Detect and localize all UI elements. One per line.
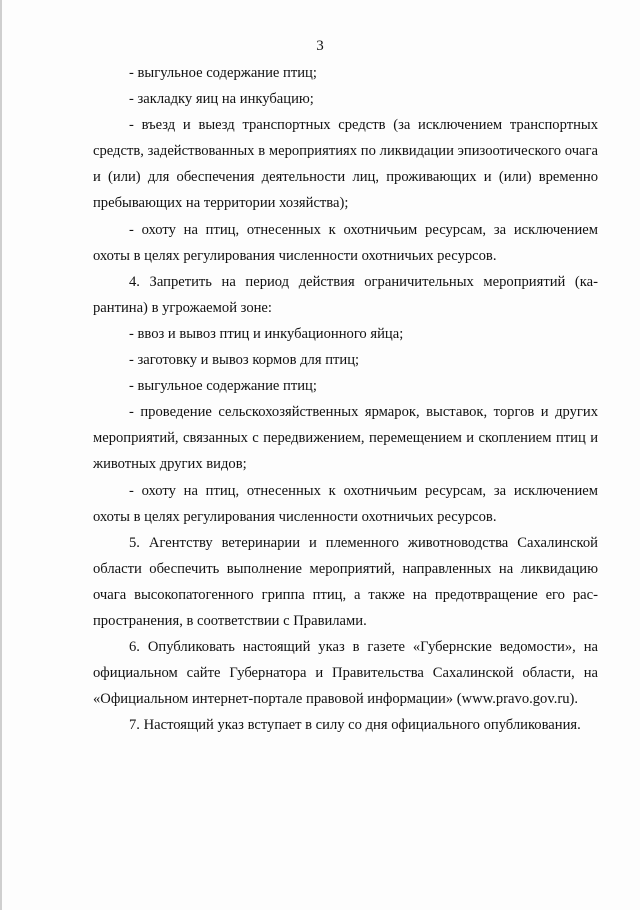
list-item-bird-hunting-2: - охоту на птиц, отнесенных к охотничьим ресурсам, за исключением охоты в целях регулирования численности охотничьих ресурсов. — [93, 482, 598, 525]
clause-4: 4. Запретить на период действия ограничительных мероприятий (карантина) в угрожаемой зоне: — [93, 273, 598, 316]
page-number: 3 — [316, 38, 324, 54]
list-item-bird-hunting: - охоту на птиц, отнесенных к охотничьим ресурсам, за исключением охоты в целях регулирования численности охотничьих ресурсов. — [93, 221, 598, 264]
scan-edge — [0, 0, 2, 910]
list-item-feed-procurement: - заготовку и вывоз кормов для птиц; — [129, 352, 360, 369]
clause-6: 6. Опубликовать настоящий указ в газете «Губернские ведомости», на официальном сайте Губернатора и Правительства Сахалинской области, на «Официальном интернет-портале правовой информации» (www.pravo.gov.ru). — [93, 639, 598, 708]
document-body — [93, 60, 598, 738]
clause-7: 7. Настоящий указ вступает в силу со дня официального опубликования. — [129, 717, 581, 734]
list-item-vehicle-entry: - въезд и выезд транспортных средств (за исключением транспортных средств, задействованных в мероприятиях по ликвидации эпизоотического очага и (или) для обеспечения деятельности лиц, проживающих и (или) временно пребывающих на территории хозяйства); — [93, 117, 598, 212]
list-item-egg-incubation: - закладку яиц на инкубацию; — [129, 91, 314, 108]
list-item-bird-egg-import-export: - ввоз и вывоз птиц и инкубационного яйца; — [129, 325, 404, 342]
list-item-free-range-keeping: - выгульное содержание птиц; — [129, 65, 317, 81]
clause-5: 5. Агентству ветеринарии и племенного животноводства Сахалинской области обеспечить выполнение мероприятий, направленных на ликвидацию очага высокопатогенного гриппа птиц, а также на предотвращение его распространения, в соответствии с Правилами. — [93, 534, 598, 629]
list-item-fairs-exhibitions: - проведение сельскохозяйственных ярмарок, выставок, торгов и других мероприятий, связанных с передвижением, перемещением и скоплением птиц и животных других видов; — [93, 404, 598, 473]
list-item-free-range-keeping-2: - выгульное содержание птиц; — [129, 378, 317, 395]
